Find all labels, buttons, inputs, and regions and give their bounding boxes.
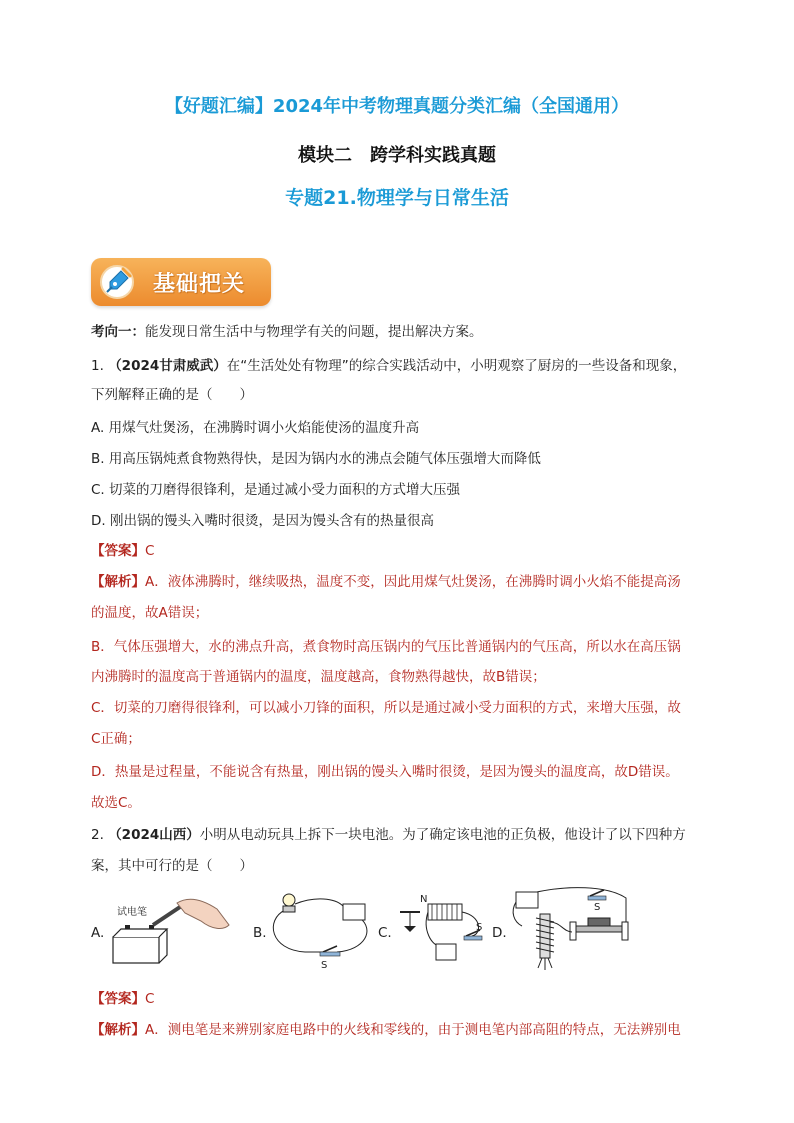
document-title: 【好题汇编】2024年中考物理真题分类汇编（全国通用） [164,96,630,117]
q1-stem-line2: 下列解释正确的是（ ） [91,387,253,403]
section-badge [91,258,271,306]
direction-line [91,322,483,342]
q1-analysis-line6: C正确； [91,731,141,747]
q2-analysis-label: 【解析】 [91,1022,145,1038]
q1-answer [91,541,154,561]
q1-analysis-line4: 内沸腾时的温度高于普通锅内的温度，温度越高，食物熟得越快，故B错误； [91,669,546,685]
q1-option-c: C. 切菜的刀磨得很锋利，是通过减小受力面积的方式增大压强 [91,482,461,498]
q2-answer-label: 【答案】 [91,991,145,1007]
q1-option-a: A. 用煤气灶煲汤，在沸腾时调小火焰能使汤的温度升高 [91,420,420,436]
pen-nib-icon [99,264,135,300]
switch-label-d: S [594,902,601,913]
tester-label: 试电笔 [117,907,147,918]
q1-analysis-label: 【解析】 [91,574,145,590]
q2-stem-line1 [91,825,686,845]
figure-b-label: B. [253,925,267,941]
figure-d-label: D. [492,925,507,941]
north-label: N [420,894,428,905]
q1-analysis-line7: D．热量是过程量，不能说含有热量，刚出锅的馒头入嘴时很烫，是因为馒头的温度高，故D错误。 [91,764,679,780]
q1-source: （2024甘肃威武） [108,358,227,374]
topic-title: 专题21.物理学与日常生活 [285,187,509,209]
figure-c-label: C. [378,925,392,941]
q1-analysis-line5: C．切菜的刀磨得很锋利，可以减小刀锋的面积，所以是通过减小受力面积的方式，来增大压强，故 [91,700,681,716]
q1-answer-label: 【答案】 [91,543,145,559]
q2-analysis-line1 [91,1020,681,1040]
q1-analysis-text1: A．液体沸腾时，继续吸热，温度不变，因此用煤气灶煲汤，在沸腾时调小火焰不能提高汤 [145,574,681,590]
q1-stem1: 在“生活处处有物理”的综合实践活动中，小明观察了厨房的一些设备和现象， [226,358,687,374]
q2-stem-line2: 案，其中可行的是（ ） [91,858,253,874]
q1-analysis-line1 [91,572,681,592]
figure-c-electromagnet [392,890,488,970]
q1-stem-line1 [91,356,686,376]
figure-d-coil-circuit [508,882,638,974]
figure-a-tester [105,895,235,970]
badge-label: 基础把关 [153,272,246,297]
direction-label: 考向一： [91,324,145,340]
q1-answer-value: C [145,543,155,559]
module-title: 模块二 跨学科实践真题 [298,145,496,166]
q2-number: 2. [91,827,104,843]
direction-text: 能发现日常生活中与物理学有关的问题，提出解决方案。 [145,324,483,340]
figure-b-bulb-circuit [265,890,377,970]
q2-source: （2024山西） [108,827,200,843]
figure-a-label: A. [91,925,105,941]
q1-option-b: B. 用高压锅炖煮食物熟得快，是因为锅内水的沸点会随气体压强增大而降低 [91,451,541,467]
q1-analysis-line8: 故选C。 [91,795,141,811]
q2-stem1: 小明从电动玩具上拆下一块电池。为了确定该电池的正负极，他设计了以下四种方 [199,827,686,843]
q1-analysis-line3: B．气体压强增大，水的沸点升高，煮食物时高压锅内的气压比普通锅内的气压高，所以水在高压锅 [91,639,681,655]
switch-label-b: S [321,960,328,970]
switch-label-c: S [476,922,483,933]
q2-answer-value: C [145,991,155,1007]
q1-option-d: D. 刚出锅的馒头入嘴时很烫，是因为馒头含有的热量很高 [91,513,434,529]
q1-number: 1. [91,358,104,374]
q2-answer [91,989,154,1009]
q2-analysis-text1: A．测电笔是来辨别家庭电路中的火线和零线的，由于测电笔内部高阻的特点，无法辨别电 [145,1022,681,1038]
q1-analysis-line2: 的温度，故A错误； [91,605,209,621]
